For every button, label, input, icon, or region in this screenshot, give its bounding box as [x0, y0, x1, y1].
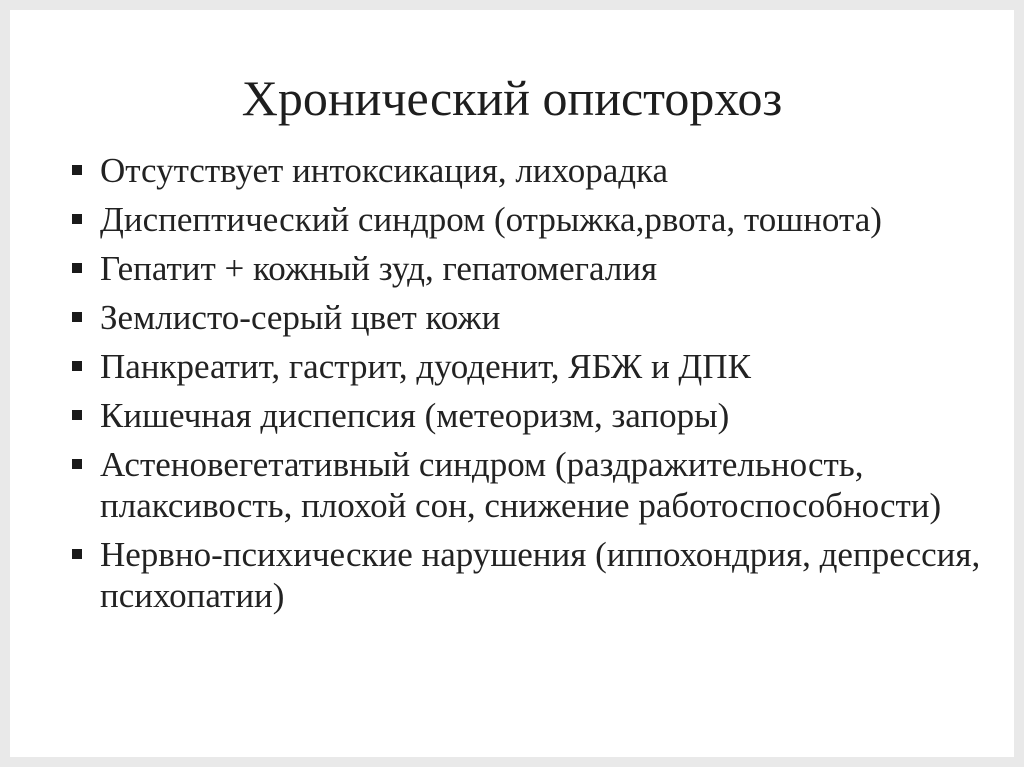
- square-bullet-icon: [72, 165, 82, 175]
- bullet-text: Землисто-серый цвет кожи: [100, 298, 501, 337]
- bullet-text: Отсутствует интоксикация, лихорадка: [100, 151, 669, 190]
- bullet-item: [70, 248, 990, 289]
- bullet-text: Астеновегетативный синдром (раздражительность, плаксивость, плохой сон, снижение работоспособности): [100, 445, 942, 525]
- square-bullet-icon: [72, 263, 82, 273]
- bullet-text: Нервно-психические нарушения (иппохондрия, депрессия, психопатии): [100, 535, 981, 615]
- square-bullet-icon: [72, 361, 82, 371]
- bullet-text: Кишечная диспепсия (метеоризм, запоры): [100, 396, 730, 435]
- slide: [10, 10, 1014, 757]
- square-bullet-icon: [72, 312, 82, 322]
- bullet-item: [70, 297, 990, 338]
- bullet-item: [70, 199, 990, 240]
- square-bullet-icon: [72, 410, 82, 420]
- square-bullet-icon: [72, 549, 82, 559]
- bullet-item: [70, 534, 990, 616]
- bullet-text: Диспептический синдром (отрыжка,рвота, тошнота): [100, 200, 882, 239]
- bullet-item: [70, 395, 990, 436]
- bullet-item: [70, 444, 990, 526]
- bullet-item: [70, 346, 990, 387]
- bullet-list: [70, 150, 990, 624]
- slide-title: Хронический описторхоз: [241, 70, 783, 126]
- square-bullet-icon: [72, 214, 82, 224]
- bullet-text: Панкреатит, гастрит, дуоденит, ЯБЖ и ДПК: [100, 347, 751, 386]
- bullet-text: Гепатит + кожный зуд, гепатомегалия: [100, 249, 658, 288]
- bullet-item: [70, 150, 990, 191]
- square-bullet-icon: [72, 459, 82, 469]
